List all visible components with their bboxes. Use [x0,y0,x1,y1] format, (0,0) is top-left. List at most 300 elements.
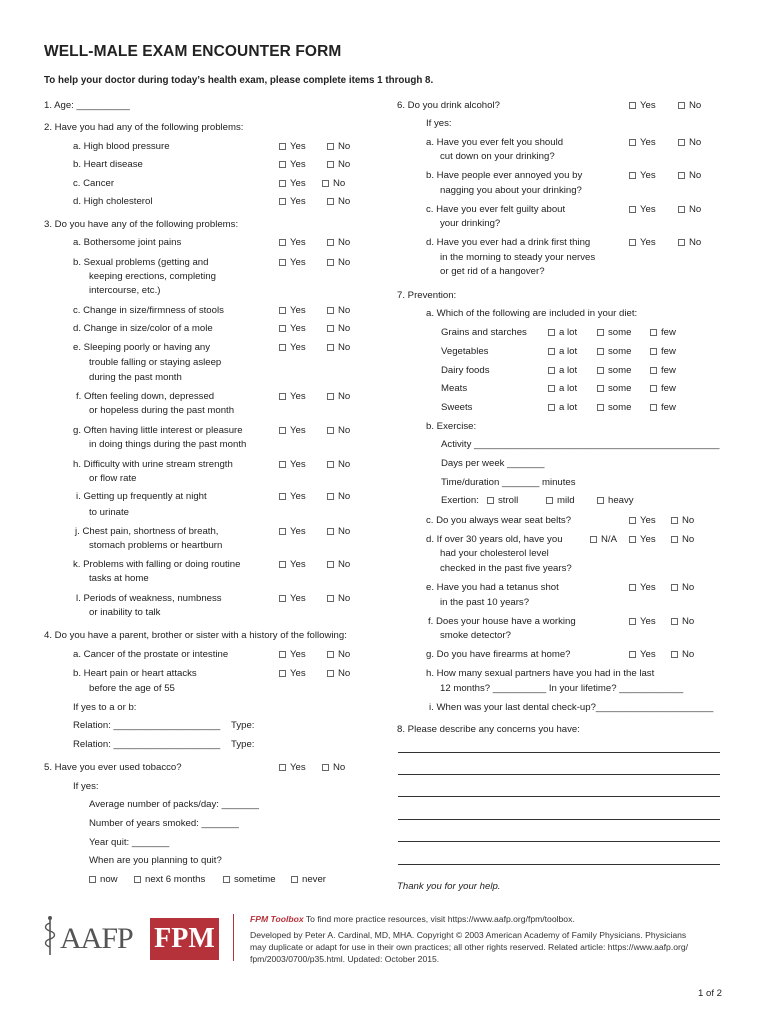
q8-label: 8. Please describe any concerns you have: [397,724,580,735]
checkbox[interactable] [279,651,286,658]
diet-dairy-amount[interactable] [548,364,577,377]
checkbox[interactable] [279,528,286,535]
checkbox[interactable] [327,259,334,266]
q2-item-a: a. High blood pressure [73,141,170,152]
opt-label: No [333,762,346,773]
diet-vegetables-amount[interactable] [548,345,577,358]
q6-yes[interactable] [629,99,656,112]
diet-meats-amount[interactable] [548,382,577,395]
q5-opt-never[interactable] [291,873,326,886]
q2-item-c: c. Cancer [73,178,115,189]
q3g-yes[interactable] [279,424,306,437]
checkbox[interactable] [279,493,286,500]
q6d-no[interactable] [678,236,701,249]
q3-c: c. Change in size/firmness of stools [73,305,224,316]
q6a-yes[interactable] [629,136,656,149]
diet-grains-amount[interactable] [597,326,631,339]
q3l-no[interactable] [327,592,350,605]
q3j-yes[interactable] [279,525,306,538]
q7-h-line1: h. How many sexual partners have you had in the last [426,668,655,679]
q6-d-line2: in the morning to steady your nerves [440,252,596,263]
diet-meats-amount[interactable] [650,382,676,395]
q3-j-line2: stomach problems or heartburn [89,540,223,551]
checkbox[interactable] [650,329,657,336]
diet-grains-amount[interactable] [650,326,676,339]
checkbox[interactable] [327,198,334,205]
aafp-logo: AAFP [60,922,133,955]
q7-exertion: Exertion: [441,495,479,506]
q7c-yes[interactable] [629,514,656,527]
diet-dairy: Dairy foods [441,365,490,376]
opt-label: Yes [290,159,306,170]
q3c-no[interactable] [327,304,350,317]
opt-label: Yes [290,257,306,268]
q3-k-line1: k. Problems with falling or doing routine [73,559,241,570]
exertion-heavy[interactable] [597,494,634,507]
q5-packs[interactable]: Average number of packs/day: _______ [89,799,259,810]
q3-g-line1: g. Often having little interest or pleasure [73,425,243,436]
opt-label: No [682,649,695,660]
opt-label: Yes [290,305,306,316]
q3k-no[interactable] [327,558,350,571]
checkbox[interactable] [548,385,555,392]
checkbox[interactable] [279,180,286,187]
checkbox[interactable] [678,102,685,109]
checkbox[interactable] [597,385,604,392]
q3i-no[interactable] [327,490,350,503]
opt-label: Yes [640,237,656,248]
dev-line-1: Developed by Peter A. Cardinal, MD, MHA. Copyright © 2003 American Academy of Family Physicians. Physicians [250,930,687,940]
opt-label: few [661,346,676,357]
age-question[interactable]: 1. Age: __________ [44,100,130,111]
checkbox[interactable] [327,528,334,535]
q7-label: 7. Prevention: [397,290,457,301]
q6b-yes[interactable] [629,169,656,182]
q7-i[interactable]: i. When was your last dental check-up?______________________ [429,702,714,713]
q7-days[interactable]: Days per week _______ [441,458,545,469]
opt-label: a lot [559,327,578,338]
checkbox[interactable] [629,618,636,625]
q3a-no[interactable] [327,236,350,249]
q4-b-line1: b. Heart pain or heart attacks [73,668,197,679]
diet-grains: Grains and starches [441,327,527,338]
toolbox-line [250,913,730,925]
q6d-yes[interactable] [629,236,656,249]
q3-label: 3. Do you have any of the following problems: [44,219,239,230]
opt-label: No [338,649,351,660]
diet-dairy-amount[interactable] [650,364,676,377]
q6b-no[interactable] [678,169,701,182]
opt-label: few [661,327,676,338]
q7-g: g. Do you have firearms at home? [426,649,571,660]
q3b-no[interactable] [327,256,350,269]
concern-line-1[interactable] [398,752,720,753]
opt-label: now [100,874,118,885]
q3-h-line2: or flow rate [89,473,137,484]
q4-type-2[interactable]: Type: [231,739,255,750]
q7-a: a. Which of the following are included in your diet: [426,308,638,319]
checkbox[interactable] [327,307,334,314]
opt-label: Yes [290,593,306,604]
q3f-no[interactable] [327,390,350,403]
q6-no[interactable] [678,99,701,112]
diet-meats: Meats [441,383,468,394]
opt-label: No [338,141,351,152]
checkbox[interactable] [671,618,678,625]
checkbox[interactable] [548,329,555,336]
checkbox[interactable] [279,344,286,351]
checkbox[interactable] [671,651,678,658]
q3j-no[interactable] [327,525,350,538]
opt-label: No [338,323,351,334]
opt-label: Yes [290,323,306,334]
q3-d: d. Change in size/color of a mole [73,323,213,334]
q3f-yes[interactable] [279,390,306,403]
q2d-no[interactable] [327,195,350,208]
footer-divider [233,914,234,961]
q2-item-d: d. High cholesterol [73,196,153,207]
diet-sweets-amount[interactable] [650,401,676,414]
opt-label: some [608,365,632,376]
q2c-no[interactable] [322,177,345,190]
dev-line-2: may duplicate or adapt for use in their own practices; all other rights reserved. Related article: https://www.aafp.org/ [250,942,689,952]
checkbox[interactable] [650,348,657,355]
checkbox[interactable] [327,670,334,677]
opt-label: No [338,305,351,316]
exertion-mild[interactable] [546,494,575,507]
q7d-no[interactable] [671,533,694,546]
q5-opt-sometime[interactable] [223,873,276,886]
toolbox-rest: To find more practice resources, visit https://www.aafp.org/fpm/toolbox. [303,914,575,924]
q4-type-1[interactable]: Type: [231,720,255,731]
toolbox-bold: FPM Toolbox [250,914,304,924]
q2a-no[interactable] [327,140,350,153]
checkbox[interactable] [327,393,334,400]
checkbox[interactable] [597,348,604,355]
q6a-no[interactable] [678,136,701,149]
checkbox[interactable] [327,143,334,150]
q3l-yes[interactable] [279,592,306,605]
q7-time[interactable]: Time/duration _______ minutes [441,477,576,488]
checkbox[interactable] [134,876,141,883]
checkbox[interactable] [327,344,334,351]
checkbox[interactable] [279,161,286,168]
q7-b: b. Exercise: [426,421,477,432]
opt-label: No [338,237,351,248]
opt-label: Yes [640,649,656,660]
q2-item-b: b. Heart disease [73,159,143,170]
checkbox[interactable] [279,764,286,771]
checkbox[interactable] [327,427,334,434]
q5-years[interactable]: Number of years smoked: _______ [89,818,239,829]
q3i-yes[interactable] [279,490,306,503]
checkbox[interactable] [678,239,685,246]
q3b-yes[interactable] [279,256,306,269]
checkbox[interactable] [279,595,286,602]
checkbox[interactable] [279,393,286,400]
q7-e-line2: in the past 10 years? [440,597,530,608]
checkbox[interactable] [279,561,286,568]
q7-d-line2: had your cholesterol level [440,548,549,559]
opt-label: No [338,391,351,402]
checkbox[interactable] [223,876,230,883]
q7-c: c. Do you always wear seat belts? [426,515,572,526]
checkbox[interactable] [629,584,636,591]
checkbox[interactable] [327,561,334,568]
opt-label: Yes [640,534,656,545]
opt-label: No [338,526,351,537]
caduceus-icon [42,915,58,957]
checkbox[interactable] [629,517,636,524]
opt-label: No [682,534,695,545]
opt-label: Yes [640,582,656,593]
checkbox[interactable] [327,161,334,168]
checkbox[interactable] [327,461,334,468]
opt-label: Yes [290,668,306,679]
checkbox[interactable] [548,348,555,355]
checkbox[interactable] [650,385,657,392]
q5-quit[interactable]: Year quit: _______ [89,837,170,848]
opt-label: a lot [559,402,578,413]
checkbox[interactable] [89,876,96,883]
diet-sweets: Sweets [441,402,473,413]
opt-label: No [338,425,351,436]
q4-a: a. Cancer of the prostate or intestine [73,649,229,660]
opt-label: No [682,616,695,627]
checkbox[interactable] [597,329,604,336]
checkbox[interactable] [590,536,597,543]
q7-d-line1: d. If over 30 years old, have you [426,534,563,545]
q3g-no[interactable] [327,424,350,437]
q4-relation-1[interactable]: Relation: ____________________ [73,720,221,731]
checkbox[interactable] [279,670,286,677]
opt-label: Yes [640,137,656,148]
concern-line-4[interactable] [398,819,720,820]
opt-label: Yes [290,526,306,537]
opt-label: a lot [559,346,578,357]
opt-label: a lot [559,383,578,394]
opt-label: Yes [290,762,306,773]
opt-label: few [661,402,676,413]
q5-opt-now[interactable] [89,873,118,886]
checkbox[interactable] [279,239,286,246]
checkbox[interactable] [597,404,604,411]
q3c-yes[interactable] [279,304,306,317]
checkbox[interactable] [650,367,657,374]
opt-label: No [338,196,351,207]
opt-label: No [689,237,702,248]
q3-e-line3: during the past month [89,372,182,383]
checkbox[interactable] [327,493,334,500]
q6-ifyes: If yes: [426,118,452,129]
q3h-no[interactable] [327,458,350,471]
checkbox[interactable] [327,595,334,602]
q4a-yes[interactable] [279,648,306,661]
diet-meats-amount[interactable] [597,382,631,395]
checkbox[interactable] [629,536,636,543]
q3-g-line2: in doing things during the past month [89,439,247,450]
checkbox[interactable] [671,517,678,524]
q6-d-line1: d. Have you ever had a drink first thing [426,237,591,248]
q6-label: 6. Do you drink alcohol? [397,100,500,111]
checkbox[interactable] [291,876,298,883]
checkbox[interactable] [548,367,555,374]
opt-label: Yes [290,342,306,353]
checkbox[interactable] [327,325,334,332]
opt-label: Yes [290,491,306,502]
q4-relation-2[interactable]: Relation: ____________________ [73,739,221,750]
q7f-no[interactable] [671,615,694,628]
checkbox[interactable] [548,404,555,411]
q3e-no[interactable] [327,341,350,354]
opt-label: No [689,170,702,181]
q7c-no[interactable] [671,514,694,527]
diet-grains-amount[interactable] [548,326,577,339]
checkbox[interactable] [629,139,636,146]
opt-label: No [338,342,351,353]
checkbox[interactable] [629,206,636,213]
q3a-yes[interactable] [279,236,306,249]
checkbox[interactable] [327,651,334,658]
checkbox[interactable] [629,239,636,246]
q2a-yes[interactable] [279,140,306,153]
opt-label: some [608,327,632,338]
checkbox[interactable] [671,584,678,591]
checkbox[interactable] [279,307,286,314]
checkbox[interactable] [279,259,286,266]
q6-a-line2: cut down on your drinking? [440,151,555,162]
q6c-yes[interactable] [629,203,656,216]
q4b-yes[interactable] [279,667,306,680]
q2c-yes[interactable] [279,177,306,190]
concern-line-5[interactable] [398,841,720,842]
q6-c-line2: your drinking? [440,218,501,229]
opt-label: Yes [290,141,306,152]
q3-e-line1: e. Sleeping poorly or having any [73,342,211,353]
checkbox[interactable] [322,180,329,187]
q3-i-line1: i. Getting up frequently at night [76,491,207,502]
checkbox[interactable] [279,143,286,150]
q3-b-line3: intercourse, etc.) [89,285,161,296]
q5-yes[interactable] [279,761,306,774]
q4a-no[interactable] [327,648,350,661]
checkbox[interactable] [629,102,636,109]
q2b-yes[interactable] [279,158,306,171]
checkbox[interactable] [487,497,494,504]
opt-label: some [608,402,632,413]
checkbox[interactable] [597,367,604,374]
checkbox[interactable] [327,239,334,246]
form-title: WELL-MALE EXAM ENCOUNTER FORM [44,43,342,60]
q6-b-line1: b. Have people ever annoyed you by [426,170,583,181]
q6-a-line1: a. Have you ever felt you should [426,137,564,148]
q3d-no[interactable] [327,322,350,335]
q7-activity[interactable]: Activity ______________________________________________ [441,439,720,450]
opt-label: few [661,365,676,376]
dev-line-3: fpm/2003/0700/p35.html. Updated: October 2015. [250,954,440,964]
checkbox[interactable] [322,764,329,771]
opt-label: Yes [290,391,306,402]
diet-vegetables-amount[interactable] [597,345,631,358]
opt-label: never [302,874,326,885]
checkbox[interactable] [671,536,678,543]
diet-vegetables-amount[interactable] [650,345,676,358]
diet-vegetables: Vegetables [441,346,489,357]
q3e-yes[interactable] [279,341,306,354]
q3h-yes[interactable] [279,458,306,471]
q2b-no[interactable] [327,158,350,171]
opt-label: No [338,491,351,502]
checkbox[interactable] [279,461,286,468]
opt-label: next 6 months [145,874,206,885]
q7g-yes[interactable] [629,648,656,661]
checkbox[interactable] [597,497,604,504]
checkbox[interactable] [678,172,685,179]
checkbox[interactable] [678,139,685,146]
q3k-yes[interactable] [279,558,306,571]
q3-b-line2: keeping erections, completing [89,271,216,282]
checkbox[interactable] [650,404,657,411]
q7-d-na[interactable] [590,533,617,546]
opt-label: Yes [640,515,656,526]
opt-label: No [333,178,346,189]
opt-label: No [338,559,351,570]
q4b-no[interactable] [327,667,350,680]
diet-dairy-amount[interactable] [597,364,631,377]
closing-text: Thank you for your help. [397,881,501,892]
concern-line-2[interactable] [398,774,720,775]
q2-label: 2. Have you had any of the following problems: [44,122,244,133]
opt-label: Yes [290,425,306,436]
opt-label: mild [557,495,575,506]
checkbox[interactable] [279,198,286,205]
q6-b-line2: nagging you about your drinking? [440,185,582,196]
q3-k-line2: tasks at home [89,573,149,584]
q5-ifyes: If yes: [73,781,99,792]
checkbox[interactable] [629,172,636,179]
opt-label: Yes [640,100,656,111]
opt-label: Yes [290,237,306,248]
q7-h-line2[interactable]: 12 months? __________ In your lifetime? ____________ [440,683,684,694]
q7f-yes[interactable] [629,615,656,628]
concern-line-3[interactable] [398,796,720,797]
q6-c-line1: c. Have you ever felt guilty about [426,204,566,215]
q6c-no[interactable] [678,203,701,216]
q7g-no[interactable] [671,648,694,661]
checkbox[interactable] [546,497,553,504]
opt-label: some [608,383,632,394]
checkbox[interactable] [279,427,286,434]
opt-label: few [661,383,676,394]
q7e-yes[interactable] [629,581,656,594]
checkbox[interactable] [629,651,636,658]
checkbox[interactable] [279,325,286,332]
q7e-no[interactable] [671,581,694,594]
exertion-stroll[interactable] [487,494,518,507]
q7d-yes[interactable] [629,533,656,546]
page-number: 1 of 2 [698,988,723,999]
q3d-yes[interactable] [279,322,306,335]
q5-opt-next6[interactable] [134,873,205,886]
concern-line-6[interactable] [398,864,720,865]
opt-label: Yes [640,616,656,627]
diet-sweets-amount[interactable] [548,401,577,414]
opt-label: Yes [290,649,306,660]
q5-no[interactable] [322,761,345,774]
checkbox[interactable] [678,206,685,213]
diet-sweets-amount[interactable] [597,401,631,414]
q2d-yes[interactable] [279,195,306,208]
